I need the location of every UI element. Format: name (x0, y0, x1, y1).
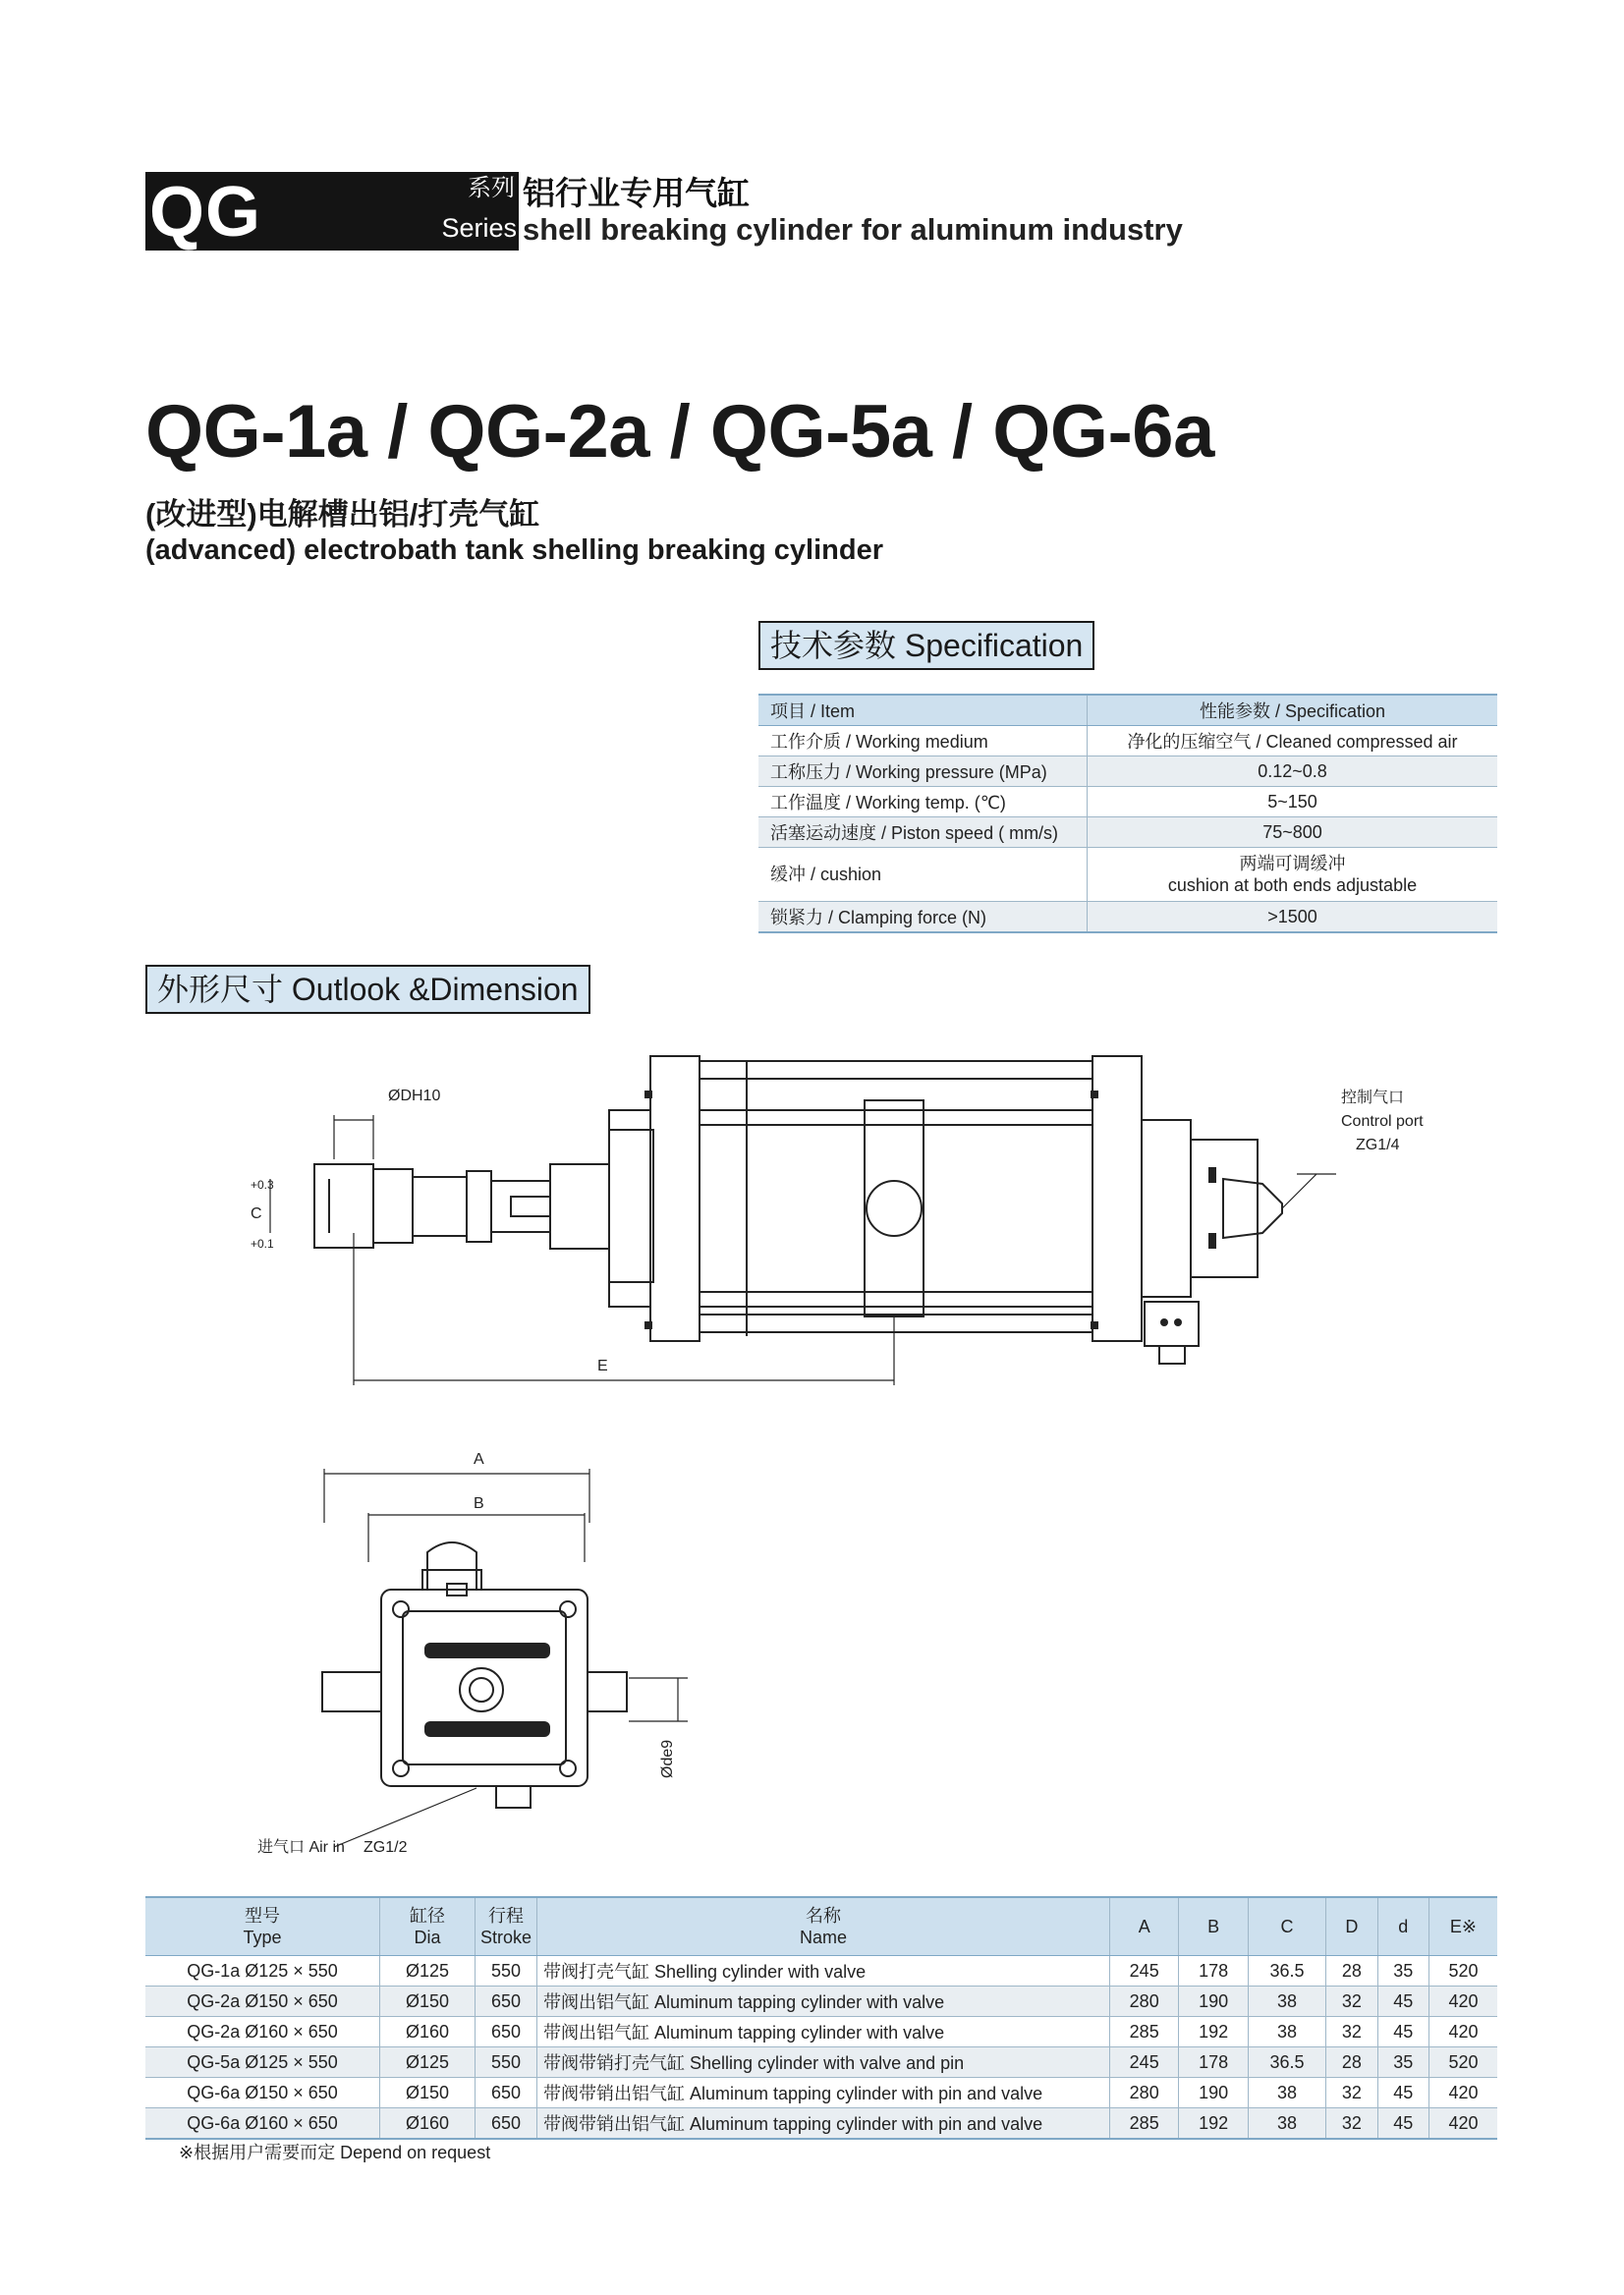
col-stroke (476, 1897, 537, 1956)
col-name-en: Name (799, 1928, 847, 1947)
rear-head (1092, 1056, 1142, 1341)
cell-stroke: 650 (476, 2078, 537, 2108)
series-code: QG (149, 173, 262, 252)
cell-dia: Ø125 (380, 1956, 476, 1987)
cylinder-side-view-drawing (0, 1022, 1624, 1415)
middle-clamp (865, 1100, 924, 1316)
cell-name: 带阀出铝气缸 Aluminum tapping cylinder with valve (537, 1987, 1110, 2017)
cell-type: QG-1a Ø125 × 550 (145, 1956, 380, 1987)
cell-e: 420 (1428, 1987, 1497, 2017)
spec-item: 工作温度 / Working temp. (℃) (758, 787, 1088, 817)
spec-item: 工称压力 / Working pressure (MPa) (758, 756, 1088, 787)
cell-stroke: 650 (476, 2017, 537, 2047)
spec-row (758, 726, 1497, 756)
col-dia-cn: 缸径 (410, 1906, 445, 1926)
col-stroke-en: Stroke (479, 1928, 532, 1947)
spec-item: 工作介质 / Working medium (758, 726, 1088, 756)
control-port-size: ZG1/4 (1356, 1137, 1400, 1153)
cell-stroke: 650 (476, 1987, 537, 2017)
cell-b: 192 (1179, 2108, 1248, 2140)
spec-row (758, 902, 1497, 933)
cell-c: 36.5 (1248, 1956, 1325, 1987)
series-label-cn: 系列 (468, 175, 515, 201)
cell-a: 280 (1110, 1987, 1179, 2017)
control-port-cn: 控制气口 (1341, 1090, 1405, 1106)
cell-b: 178 (1179, 2047, 1248, 2078)
end-flange (381, 1590, 588, 1786)
series-title-cn: 铝行业专用气缸 (523, 175, 750, 211)
clevis-right (373, 1169, 413, 1243)
spec-row (758, 787, 1497, 817)
cell-dia: Ø160 (380, 2017, 476, 2047)
cell-D: 32 (1326, 2017, 1377, 2047)
spec-table (758, 694, 1497, 933)
cell-D: 32 (1326, 2108, 1377, 2140)
air-in-label: 进气口 Air in (257, 1839, 345, 1856)
cell-type: QG-5a Ø125 × 550 (145, 2047, 380, 2078)
cell-c: 38 (1248, 1987, 1325, 2017)
cell-type: QG-2a Ø150 × 650 (145, 1987, 380, 2017)
spec-value: 5~150 (1088, 787, 1498, 817)
spec-item: 活塞运动速度 / Piston speed ( mm/s) (758, 817, 1088, 848)
control-port-en: Control port (1341, 1113, 1424, 1130)
cell-dia: Ø150 (380, 1987, 476, 2017)
spec-row (758, 817, 1497, 848)
cell-b: 190 (1179, 2078, 1248, 2108)
spec-value: 75~800 (1088, 817, 1498, 848)
cylinder-end-view-drawing (0, 1415, 1624, 1886)
spec-col-value: 性能参数 / Specification (1088, 695, 1498, 726)
table-row (145, 1987, 1497, 2017)
col-D: D (1326, 1897, 1377, 1956)
spec-row (758, 756, 1497, 787)
cell-b: 178 (1179, 1956, 1248, 1987)
cell-dia: Ø160 (380, 2108, 476, 2140)
col-b: B (1179, 1897, 1248, 1956)
cell-dia: Ø125 (380, 2047, 476, 2078)
clevis-left (314, 1164, 373, 1248)
table-row (145, 2017, 1497, 2047)
cell-name: 带阀带销出铝气缸 Aluminum tapping cylinder with pin and valve (537, 2108, 1110, 2140)
cell-c: 38 (1248, 2017, 1325, 2047)
cell-c: 38 (1248, 2108, 1325, 2140)
series-title-en: shell breaking cylinder for aluminum industry (523, 212, 1183, 247)
spec-value: >1500 (1088, 902, 1498, 933)
spec-value: 净化的压缩空气 / Cleaned compressed air (1088, 726, 1498, 756)
spec-value: 0.12~0.8 (1088, 756, 1498, 787)
spec-item: 缓冲 / cushion (758, 848, 1088, 902)
cell-stroke: 550 (476, 2047, 537, 2078)
col-a: A (1110, 1897, 1179, 1956)
model-table (145, 1896, 1497, 2140)
model-header-row (145, 1897, 1497, 1956)
cell-b: 192 (1179, 2017, 1248, 2047)
col-d: d (1377, 1897, 1428, 1956)
table-row (145, 2047, 1497, 2078)
dim-b-label: B (474, 1495, 484, 1512)
air-in-size: ZG1/2 (364, 1839, 408, 1856)
spec-heading: 技术参数 Specification (758, 621, 1094, 670)
col-e: E※ (1428, 1897, 1497, 1956)
cell-a: 280 (1110, 2078, 1179, 2108)
cell-a: 245 (1110, 2047, 1179, 2078)
spec-col-item: 项目 / Item (758, 695, 1088, 726)
cell-name: 带阀带销出铝气缸 Aluminum tapping cylinder with pin and valve (537, 2078, 1110, 2108)
spec-value-line1: 两端可调缓冲 (1239, 854, 1346, 873)
spec-header-row (758, 695, 1497, 726)
cell-dia: Ø150 (380, 2078, 476, 2108)
cell-d: 35 (1377, 2047, 1428, 2078)
cell-stroke: 550 (476, 1956, 537, 1987)
dim-e-label: E (597, 1358, 608, 1374)
dim-c-label: C (251, 1205, 262, 1222)
cell-d: 35 (1377, 1956, 1428, 1987)
cell-a: 285 (1110, 2017, 1179, 2047)
front-head (650, 1056, 700, 1341)
cell-d: 45 (1377, 2078, 1428, 2108)
cell-d: 45 (1377, 1987, 1428, 2017)
col-type-en: Type (243, 1928, 282, 1947)
cell-c: 38 (1248, 2078, 1325, 2108)
cell-type: QG-2a Ø160 × 650 (145, 2017, 380, 2047)
table-row (145, 1956, 1497, 1987)
dim-c-tol-bottom: +0.1 (251, 1237, 274, 1251)
cell-stroke: 650 (476, 2108, 537, 2140)
col-dia (380, 1897, 476, 1956)
cell-a: 285 (1110, 2108, 1179, 2140)
subtitle-cn: (改进型)电解槽出铝/打壳气缸 (145, 497, 540, 532)
cell-D: 32 (1326, 2078, 1377, 2108)
cell-b: 190 (1179, 1987, 1248, 2017)
dim-c-tol-top: +0.3 (251, 1178, 274, 1192)
cell-d: 45 (1377, 2108, 1428, 2140)
col-stroke-cn: 行程 (488, 1906, 524, 1926)
col-c: C (1248, 1897, 1325, 1956)
table-row (145, 2108, 1497, 2140)
table-footnote: ※根据用户需要而定 Depend on request (179, 2143, 491, 2162)
subtitle-en: (advanced) electrobath tank shelling breaking cylinder (145, 534, 883, 566)
col-dia-en: Dia (414, 1928, 441, 1947)
cell-name: 带阀打壳气缸 Shelling cylinder with valve (537, 1956, 1110, 1987)
valve-cap (427, 1542, 476, 1590)
col-type-cn: 型号 (245, 1906, 280, 1926)
cell-D: 28 (1326, 1956, 1377, 1987)
cell-name: 带阀出铝气缸 Aluminum tapping cylinder with valve (537, 2017, 1110, 2047)
spec-value (1088, 848, 1498, 902)
table-row (145, 2078, 1497, 2108)
cell-D: 32 (1326, 1987, 1377, 2017)
page-title: QG-1a / QG-2a / QG-5a / QG-6a (145, 390, 1214, 474)
spec-row (758, 848, 1497, 902)
cell-c: 36.5 (1248, 2047, 1325, 2078)
col-name (537, 1897, 1110, 1956)
cell-e: 420 (1428, 2017, 1497, 2047)
col-name-cn: 名称 (806, 1906, 841, 1926)
cell-e: 520 (1428, 2047, 1497, 2078)
cell-D: 28 (1326, 2047, 1377, 2078)
spec-value-line2: cushion at both ends adjustable (1167, 875, 1418, 895)
cell-name: 带阀带销打壳气缸 Shelling cylinder with valve and pin (537, 2047, 1110, 2078)
cell-d: 45 (1377, 2017, 1428, 2047)
dim-dh-label: ØDH10 (388, 1088, 441, 1104)
cell-type: QG-6a Ø150 × 650 (145, 2078, 380, 2108)
dimension-heading: 外形尺寸 Outlook &Dimension (145, 965, 590, 1014)
dim-de-label: Ødе9 (659, 1739, 676, 1778)
col-type (145, 1897, 380, 1956)
series-label-en: Series (441, 213, 517, 243)
middle-port (867, 1181, 922, 1236)
cell-a: 245 (1110, 1956, 1179, 1987)
dim-a-label: A (474, 1451, 484, 1468)
cell-e: 420 (1428, 2078, 1497, 2108)
cell-type: QG-6a Ø160 × 650 (145, 2108, 380, 2140)
cylinder-barrel (700, 1110, 1092, 1307)
spec-item: 锁紧力 / Clamping force (N) (758, 902, 1088, 933)
cell-e: 520 (1428, 1956, 1497, 1987)
cell-e: 420 (1428, 2108, 1497, 2140)
